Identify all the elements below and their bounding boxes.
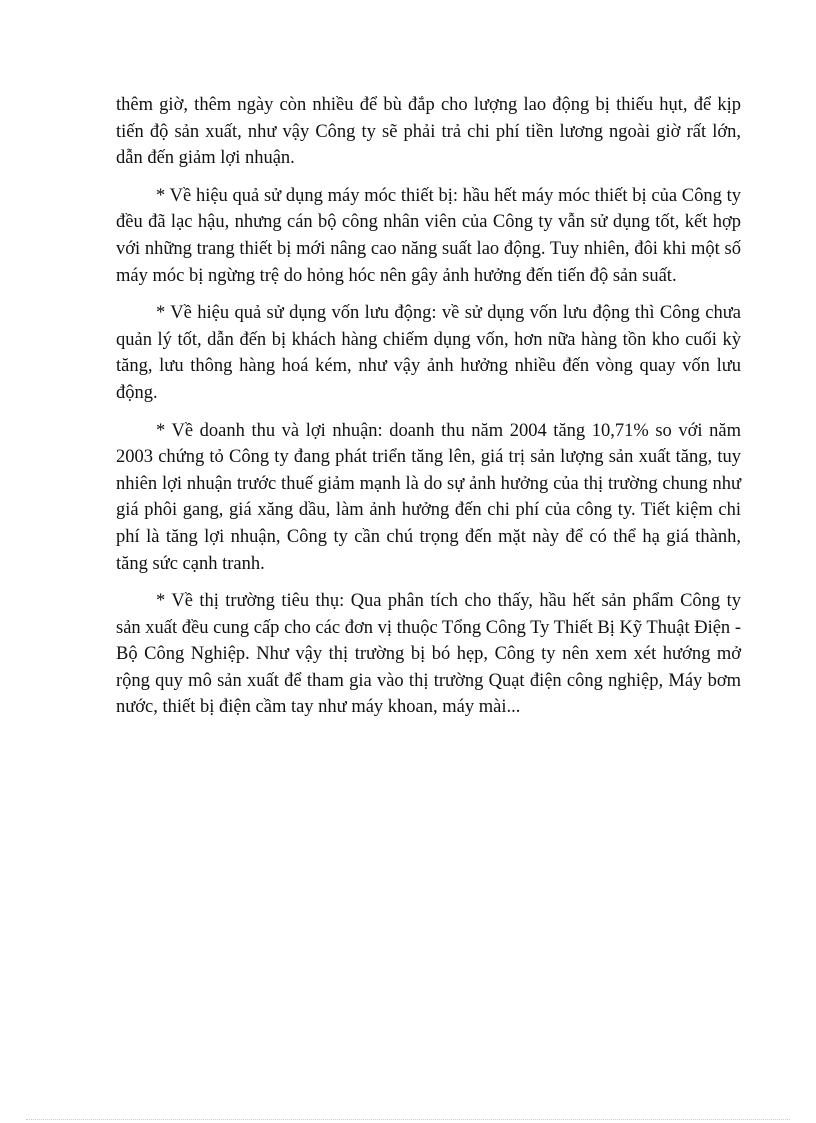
page-bottom-divider [26,1119,790,1120]
paragraph-working-capital: * Về hiệu quả sử dụng vốn lưu động: về sử dụng vốn lưu động thì Công chưa quản lý tốt, dẫn đến bị khách hàng chiếm dụng vốn, hơn nữa hàng tồn kho cuối kỳ tăng, lưu thông hàng hoá kém, như vậy ảnh hưởng nhiều đến vòng quay vốn lưu động. [116,303,741,403]
document-body [116,92,741,732]
paragraph-consumer-market: * Về thị trường tiêu thụ: Qua phân tích cho thấy, hầu hết sản phẩm Công ty sản xuất đều cung cấp cho các đơn vị thuộc Tổng Công Ty Thiết Bị Kỹ Thuật Điện - Bộ Công Nghiệp. Như vậy thị trường bị bó hẹp, Công ty nên xem xét hướng mở rộng quy mô sản xuất để tham gia vào thị trường Quạt điện công nghiệp, Máy bơm nước, thiết bị điện cầm tay như máy khoan, máy mài... [116,591,741,718]
paragraph-equipment-efficiency: * Về hiệu quả sử dụng máy móc thiết bị: hầu hết máy móc thiết bị của Công ty đều đã lạc hậu, nhưng cán bộ công nhân viên của Công ty vẫn sử dụng tốt, kết hợp với những trang thiết bị mới nâng cao năng suất lao động. Tuy nhiên, đôi khi một số máy móc bị ngừng trệ do hỏng hóc nên gây ảnh hưởng đến tiến độ sản suất. [116,185,741,286]
paragraph-revenue-profit: * Về doanh thu và lợi nhuận: doanh thu năm 2004 tăng 10,71% so với năm 2003 chứng tỏ Công ty đang phát triển tăng lên, giá trị sản lượng sản xuất tăng, tuy nhiên lợi nhuận trước thuế giảm mạnh là do sự ảnh hưởng của thị trường chung như giá phôi gang, giá xăng dầu, làm ảnh hưởng đến chi phí của công ty. Tiết kiệm chi phí là tăng lợi nhuận, Công ty cần chú trọng đến mặt này để có thể hạ giá thành, tăng sức cạnh tranh. [116,420,741,574]
paragraph-continuation: thêm giờ, thêm ngày còn nhiều để bù đắp cho lượng lao động bị thiếu hụt, để kịp tiến độ sản xuất, như vậy Công ty sẽ phải trả chi phí tiền lương ngoài giờ rất lớn, dẫn đến giảm lợi nhuận. [116,95,741,169]
